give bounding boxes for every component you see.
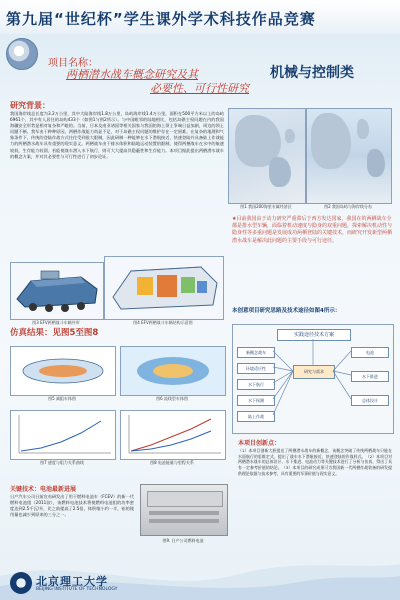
fig6-drawing — [121, 347, 225, 395]
university-logo-icon — [10, 572, 32, 594]
fig7-caption: 图7 速度与阻力关系曲线 — [40, 460, 84, 465]
flow-arrows — [233, 325, 393, 433]
innovation-paragraph: （1）本项目创新大胆提出了两栖潜水战车的新概念，该概念突破了传统两栖战车只能在水面航行的思维定式，提出了战车水下潜航接近、快速登陆的作战样式。（2）本项目对两栖潜水战车的总体设计、水下推进、电池动力等关键技术进行了分析与仿真，得出了具有一定参考价值的结论。（3）本项目的研究成果可为我国新一代两栖作战装备的研发提供理论依据与技术参考，具有重要的军事价值与现实意义。 — [238, 448, 392, 476]
star-icon: ★ — [232, 216, 237, 222]
project-name-line2: 必要性、可行性研究 — [150, 82, 249, 95]
battery-heading: 关键技术：电池最新进展 — [10, 486, 77, 493]
china-island-map — [306, 108, 392, 204]
intro-highlight — [232, 216, 392, 245]
fig4-caption: 图4 EFV两栖战斗车辆结构示意图 — [133, 320, 193, 325]
fig6-plot — [120, 346, 226, 396]
fig1-caption: 图1 我国200海里专属经济区 — [240, 204, 292, 209]
simulation-heading: 仿真结果：见图5至图8 — [10, 328, 99, 338]
flow-item-4: 陆上作战 — [237, 411, 275, 422]
fig7-drawing — [11, 411, 115, 459]
flow-item-5: 研究与需求 — [293, 365, 335, 379]
background-paragraph: 我国海岸线总长度为3.2万公里，其中大陆海岸线1.8万公里，岛屿海岸线1.4万公里，面积在500平方米以上的岛屿6961个，其中有人居住的岛屿433个（如图1与图2所示）。与中国毗邻的陆地相比，包括岛礁主权问题在内的我国海疆安全形势是相对复杂和严峻的。当前，日本及南亚诸国等相关国家与我国的海上领土争端日益加剧，周边的领土问题不断。我军由于种种原因，两栖作战能力尚显不足，对于岛礁主权问题的维护存在一定困难。在复杂的地理和气象条件下，传统的登陆作战方式往往受到很大限制，因此研制一种能够在水下潜航接近、快速登陆并具备陆上作战能力的两栖潜水战车具有重要的现实意义。两栖战车由于排水体积和陆地运动装置的限制，使得两栖战车在水中的航速较低，生存能力较弱，若能使战车潜入水下航行，则可大大提高其隐蔽性和生存能力。本项目据此提出两栖潜水战车的概念方案，并对其必要性与可行性进行了初步论证。 — [10, 111, 224, 159]
fig7-plot — [10, 410, 116, 460]
fig8-drawing — [121, 411, 225, 459]
fig9-caption: 图9. 日产公司燃料电池 — [162, 538, 204, 543]
university-name: 北京理工大学 — [36, 575, 108, 588]
competition-logo-icon — [6, 38, 38, 70]
flow-item-0: 新概念战车 — [237, 347, 275, 358]
fig8-caption: 图8 电池能量与里程关系 — [150, 460, 194, 465]
flow-item-6: 电池 — [351, 347, 389, 358]
project-label: 项目名称： — [48, 58, 98, 69]
competition-title: 第九届“世纪杯”学生课外学术科技作品竞赛 — [6, 10, 316, 28]
university-name-en: BEIJING INSTITUTE OF TECHNOLOGY — [36, 587, 118, 592]
battery-paragraph: 日产汽车公司日前宣布研发出了用于燃料电池车（FCEV）的新一代燃料电池组（2011款），该燃料电池技术将使燃料电池组的功率密度达到2.5千瓦/升，比之前提高了2.5倍，体积缩小约一半，铂的使用量也减少到原来的三分之一。 — [10, 494, 134, 518]
fig5-caption: 图5 减阻车体图 — [48, 396, 76, 401]
efv-vehicle-image — [10, 262, 104, 320]
efv-structure-drawing — [105, 257, 223, 319]
project-name-line1: 两栖潜水战车概念研究及其 — [66, 68, 198, 81]
innovation-heading: 本项目创新点： — [238, 440, 281, 447]
fuel-cell-stack-image — [140, 484, 228, 536]
approach-flow-diagram — [232, 324, 394, 434]
flow-item-3: 水下探测 — [237, 395, 275, 406]
efv-structure-image — [104, 256, 224, 320]
china-eez-map — [228, 108, 306, 204]
flow-item-1: 环境适应性 — [237, 363, 275, 374]
flow-title: 实践途径技术方案 — [277, 329, 351, 341]
fig2-caption: 图2 我国岛屿与海岸线分布 — [324, 204, 372, 209]
approach-text: 本创意项目研究思路及技术途径如图4所示： — [232, 308, 341, 314]
intro-highlight-text: 目前我国由于动力研究严重滞后于西方发达国家，我国在的两栖战车全都是排水型车辆，面临着机动速度与隐身的双重问题，探索解决机动性与隐身性等多重问题是发展成功两栖登陆的关键技术，而研究开发新型两栖潜水战车是解决此问题的主要手段与可行途径。 — [232, 216, 393, 244]
category-title: 机械与控制类 — [270, 65, 354, 81]
fig3-caption: 图3 EFV两栖战斗车辆外形 — [32, 320, 80, 325]
background-heading: 研究背景： — [10, 101, 50, 110]
fig5-drawing — [11, 347, 115, 395]
flow-item-2: 水下航行 — [237, 379, 275, 390]
fig8-plot — [120, 410, 226, 460]
fig5-plot — [10, 346, 116, 396]
flow-item-7: 水下推进 — [351, 371, 389, 382]
fig6-caption: 图6 流线型车体图 — [156, 396, 188, 401]
efv-vehicle-drawing — [11, 263, 103, 319]
flow-item-8: 总体设计 — [351, 395, 389, 406]
